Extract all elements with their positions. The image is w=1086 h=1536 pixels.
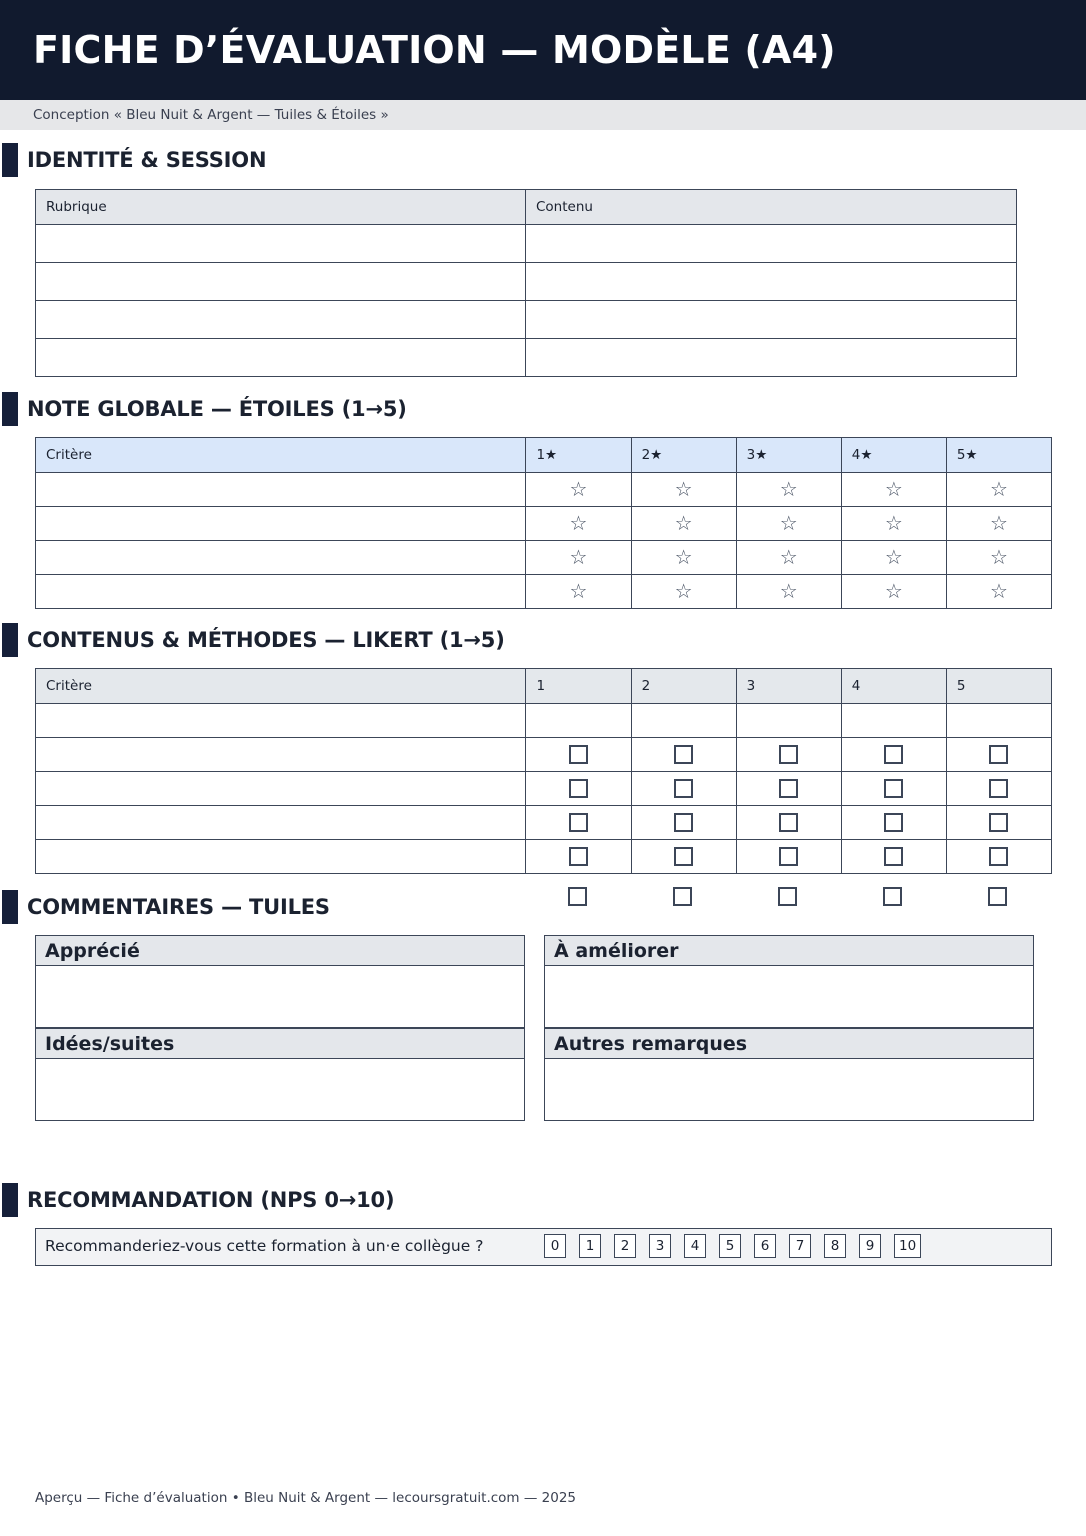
identity-cell-contenu[interactable]	[526, 339, 1017, 377]
star-icon[interactable]: ☆	[674, 545, 693, 569]
table-row	[36, 473, 1052, 507]
section-title-stars: NOTE GLOBALE — ÉTOILES (1→5)	[27, 397, 407, 421]
section-accent-bar	[2, 392, 18, 426]
comment-tile-body[interactable]	[544, 1059, 1034, 1121]
likert-overflow-cell[interactable]	[630, 885, 735, 907]
star-cell[interactable]	[946, 541, 1051, 575]
comment-tile-body[interactable]	[35, 1059, 525, 1121]
stars-rating-table	[35, 437, 1052, 609]
likert-checkbox-cell[interactable]	[526, 840, 631, 874]
likert-overflow-cell[interactable]	[945, 885, 1050, 907]
checkbox-icon[interactable]	[989, 745, 1008, 764]
likert-checkbox-cell[interactable]	[736, 772, 841, 806]
likert-cell-criterion[interactable]	[36, 772, 526, 806]
star-icon[interactable]: ☆	[989, 511, 1008, 535]
comment-tile-title: Idées/suites	[45, 1032, 175, 1055]
table-row	[36, 541, 1052, 575]
table-row	[36, 507, 1052, 541]
stars-col-header-3: 3★	[736, 438, 841, 473]
star-cell[interactable]	[736, 541, 841, 575]
identity-col-header-rubrique: Rubrique	[36, 190, 526, 225]
checkbox-icon[interactable]	[989, 813, 1008, 832]
document-subtitle-band	[0, 100, 1086, 130]
likert-cell-criterion[interactable]	[36, 840, 526, 874]
likert-col-header-5: 5	[946, 669, 1051, 704]
star-icon[interactable]: ☆	[779, 545, 798, 569]
likert-checkbox-cell[interactable]	[631, 806, 736, 840]
identity-cell-contenu[interactable]	[526, 301, 1017, 339]
nps-option-9[interactable]: 9	[859, 1234, 881, 1258]
section-heading-identity	[2, 143, 266, 177]
stars-cell-criterion[interactable]	[36, 575, 526, 609]
likert-col-header-critere: Critère	[36, 669, 526, 704]
nps-row	[35, 1228, 1052, 1266]
comment-tile-header	[544, 1028, 1034, 1059]
star-icon[interactable]: ☆	[674, 511, 693, 535]
likert-checkbox-cell[interactable]	[631, 738, 736, 772]
star-icon[interactable]: ☆	[989, 545, 1008, 569]
star-cell[interactable]	[841, 473, 946, 507]
likert-cell-empty[interactable]	[841, 704, 946, 738]
checkbox-icon[interactable]	[778, 887, 797, 906]
table-row	[36, 575, 1052, 609]
stars-col-header-5: 5★	[946, 438, 1051, 473]
identity-cell-rubrique[interactable]	[36, 263, 526, 301]
nps-scale	[544, 1229, 921, 1264]
star-icon[interactable]: ☆	[674, 579, 693, 603]
star-icon[interactable]: ☆	[989, 477, 1008, 501]
likert-checkbox-cell[interactable]	[946, 772, 1051, 806]
star-cell[interactable]	[526, 575, 631, 609]
stars-col-header-1: 1★	[526, 438, 631, 473]
likert-overflow-cell[interactable]	[525, 885, 630, 907]
likert-col-header-4: 4	[841, 669, 946, 704]
stars-cell-criterion[interactable]	[36, 541, 526, 575]
comment-tile-header	[544, 935, 1034, 966]
section-title-likert: CONTENUS & MÉTHODES — LIKERT (1→5)	[27, 628, 505, 652]
document-subtitle: Conception « Bleu Nuit & Argent — Tuiles & Étoiles »	[33, 107, 389, 123]
section-accent-bar	[2, 623, 18, 657]
checkbox-icon[interactable]	[568, 887, 587, 906]
stars-col-header-2: 2★	[631, 438, 736, 473]
likert-checkbox-cell[interactable]	[736, 738, 841, 772]
star-cell[interactable]	[631, 541, 736, 575]
likert-overflow-cell[interactable]	[735, 885, 840, 907]
comment-tile-title: Apprécié	[45, 939, 140, 962]
checkbox-icon[interactable]	[989, 847, 1008, 866]
checkbox-icon[interactable]	[569, 779, 588, 798]
identity-table	[35, 189, 1017, 377]
checkbox-icon[interactable]	[779, 847, 798, 866]
section-accent-bar	[2, 890, 18, 924]
likert-checkbox-cell[interactable]	[841, 738, 946, 772]
comment-tile-header	[35, 935, 525, 966]
stars-col-header-critere: Critère	[36, 438, 526, 473]
comment-tile-a-ameliorer	[544, 935, 1034, 1028]
table-row	[36, 738, 1052, 772]
identity-cell-contenu[interactable]	[526, 225, 1017, 263]
likert-cell-criterion[interactable]	[36, 738, 526, 772]
likert-checkbox-cell[interactable]	[736, 806, 841, 840]
identity-cell-rubrique[interactable]	[36, 301, 526, 339]
comment-tile-idees-suites	[35, 1028, 525, 1121]
star-cell[interactable]	[946, 473, 1051, 507]
comment-tile-title: À améliorer	[554, 939, 679, 962]
checkbox-icon[interactable]	[674, 813, 693, 832]
table-row	[36, 806, 1052, 840]
document-header	[0, 0, 1086, 100]
star-icon[interactable]: ☆	[569, 511, 588, 535]
section-heading-likert	[2, 623, 505, 657]
star-cell[interactable]	[946, 575, 1051, 609]
star-cell[interactable]	[736, 473, 841, 507]
likert-table-header-row	[36, 669, 1052, 704]
checkbox-icon[interactable]	[989, 779, 1008, 798]
likert-cell-criterion[interactable]	[36, 806, 526, 840]
nps-option-8[interactable]: 8	[824, 1234, 846, 1258]
section-title-identity: IDENTITÉ & SESSION	[27, 148, 267, 172]
likert-cell-empty[interactable]	[631, 704, 736, 738]
star-cell[interactable]	[631, 473, 736, 507]
checkbox-icon[interactable]	[569, 745, 588, 764]
comment-tile-body[interactable]	[35, 966, 525, 1028]
star-icon[interactable]: ☆	[779, 477, 798, 501]
table-row	[36, 339, 1017, 377]
section-accent-bar	[2, 1183, 18, 1217]
star-cell[interactable]	[736, 575, 841, 609]
likert-checkbox-cell[interactable]	[631, 840, 736, 874]
checkbox-icon[interactable]	[883, 887, 902, 906]
document-footer: Aperçu — Fiche d’évaluation • Bleu Nuit & Argent — lecoursgratuit.com — 2025	[35, 1490, 577, 1506]
table-row	[36, 772, 1052, 806]
checkbox-icon[interactable]	[988, 887, 1007, 906]
star-icon[interactable]: ☆	[884, 477, 903, 501]
identity-col-header-contenu: Contenu	[526, 190, 1017, 225]
table-row	[36, 840, 1052, 874]
table-row	[36, 301, 1017, 339]
star-cell[interactable]	[631, 575, 736, 609]
star-cell[interactable]	[736, 507, 841, 541]
comment-tile-body[interactable]	[544, 966, 1034, 1028]
star-icon[interactable]: ☆	[569, 579, 588, 603]
stars-table-header-row	[36, 438, 1052, 473]
section-title-comments: COMMENTAIRES — TUILES	[27, 895, 330, 919]
nps-option-1[interactable]: 1	[579, 1234, 601, 1258]
nps-option-3[interactable]: 3	[649, 1234, 671, 1258]
star-icon[interactable]: ☆	[884, 511, 903, 535]
table-row	[36, 704, 1052, 738]
star-cell[interactable]	[841, 541, 946, 575]
star-icon[interactable]: ☆	[779, 579, 798, 603]
nps-option-4[interactable]: 4	[684, 1234, 706, 1258]
comment-tile-autres-remarques	[544, 1028, 1034, 1121]
section-heading-stars	[2, 392, 407, 426]
nps-option-7[interactable]: 7	[789, 1234, 811, 1258]
checkbox-icon[interactable]	[779, 813, 798, 832]
likert-checkbox-cell[interactable]	[841, 840, 946, 874]
comment-tile-apprecie	[35, 935, 525, 1028]
identity-cell-rubrique[interactable]	[36, 339, 526, 377]
likert-checkbox-cell[interactable]	[946, 806, 1051, 840]
likert-checkbox-cell[interactable]	[526, 738, 631, 772]
likert-cell-empty[interactable]	[736, 704, 841, 738]
stars-col-header-4: 4★	[841, 438, 946, 473]
checkbox-icon[interactable]	[884, 779, 903, 798]
nps-option-5[interactable]: 5	[719, 1234, 741, 1258]
checkbox-icon[interactable]	[569, 813, 588, 832]
checkbox-icon[interactable]	[674, 745, 693, 764]
nps-option-2[interactable]: 2	[614, 1234, 636, 1258]
identity-cell-rubrique[interactable]	[36, 225, 526, 263]
star-icon[interactable]: ☆	[674, 477, 693, 501]
star-icon[interactable]: ☆	[884, 579, 903, 603]
section-title-nps: RECOMMANDATION (NPS 0→10)	[27, 1188, 395, 1212]
likert-checkbox-cell[interactable]	[841, 772, 946, 806]
star-cell[interactable]	[946, 507, 1051, 541]
likert-col-header-3: 3	[736, 669, 841, 704]
star-cell[interactable]	[526, 507, 631, 541]
document-title: FICHE D’ÉVALUATION — MODÈLE (A4)	[33, 28, 836, 72]
likert-col-header-1: 1	[526, 669, 631, 704]
star-cell[interactable]	[526, 473, 631, 507]
star-cell[interactable]	[526, 541, 631, 575]
likert-checkbox-cell[interactable]	[526, 772, 631, 806]
likert-checkbox-cell[interactable]	[946, 738, 1051, 772]
likert-cell-criterion[interactable]	[36, 704, 526, 738]
likert-checkbox-cell[interactable]	[736, 840, 841, 874]
likert-checkbox-cell[interactable]	[946, 840, 1051, 874]
likert-overflow-cell[interactable]	[840, 885, 945, 907]
nps-question-label: Recommanderiez-vous cette formation à un·e collègue ?	[45, 1237, 484, 1255]
comment-tile-header	[35, 1028, 525, 1059]
comment-tiles	[35, 935, 1052, 1121]
identity-cell-contenu[interactable]	[526, 263, 1017, 301]
likert-scale-table	[35, 668, 1052, 874]
star-icon[interactable]: ☆	[569, 545, 588, 569]
checkbox-icon[interactable]	[884, 847, 903, 866]
section-heading-nps	[2, 1183, 394, 1217]
checkbox-icon[interactable]	[884, 813, 903, 832]
checkbox-icon[interactable]	[674, 847, 693, 866]
star-icon[interactable]: ☆	[779, 511, 798, 535]
star-icon[interactable]: ☆	[989, 579, 1008, 603]
nps-option-10[interactable]: 10	[894, 1234, 921, 1258]
likert-checkbox-cell[interactable]	[631, 772, 736, 806]
nps-option-0[interactable]: 0	[544, 1234, 566, 1258]
stars-cell-criterion[interactable]	[36, 473, 526, 507]
section-heading-comments	[2, 890, 330, 924]
likert-checkbox-cell[interactable]	[841, 806, 946, 840]
table-row	[36, 225, 1017, 263]
comment-tiles-row-2	[35, 1028, 1052, 1121]
comment-tile-title: Autres remarques	[554, 1032, 748, 1055]
nps-option-6[interactable]: 6	[754, 1234, 776, 1258]
checkbox-icon[interactable]	[779, 745, 798, 764]
checkbox-icon[interactable]	[569, 847, 588, 866]
stars-cell-criterion[interactable]	[36, 507, 526, 541]
checkbox-icon[interactable]	[884, 745, 903, 764]
likert-cell-empty[interactable]	[526, 704, 631, 738]
checkbox-icon[interactable]	[673, 887, 692, 906]
identity-table-header-row	[36, 190, 1017, 225]
likert-cell-empty[interactable]	[946, 704, 1051, 738]
comment-tiles-row-1	[35, 935, 1052, 1028]
star-icon[interactable]: ☆	[884, 545, 903, 569]
table-row	[36, 263, 1017, 301]
checkbox-icon[interactable]	[779, 779, 798, 798]
star-cell[interactable]	[631, 507, 736, 541]
star-icon[interactable]: ☆	[569, 477, 588, 501]
section-accent-bar	[2, 143, 18, 177]
likert-checkbox-cell[interactable]	[526, 806, 631, 840]
star-cell[interactable]	[841, 507, 946, 541]
likert-col-header-2: 2	[631, 669, 736, 704]
star-cell[interactable]	[841, 575, 946, 609]
checkbox-icon[interactable]	[674, 779, 693, 798]
